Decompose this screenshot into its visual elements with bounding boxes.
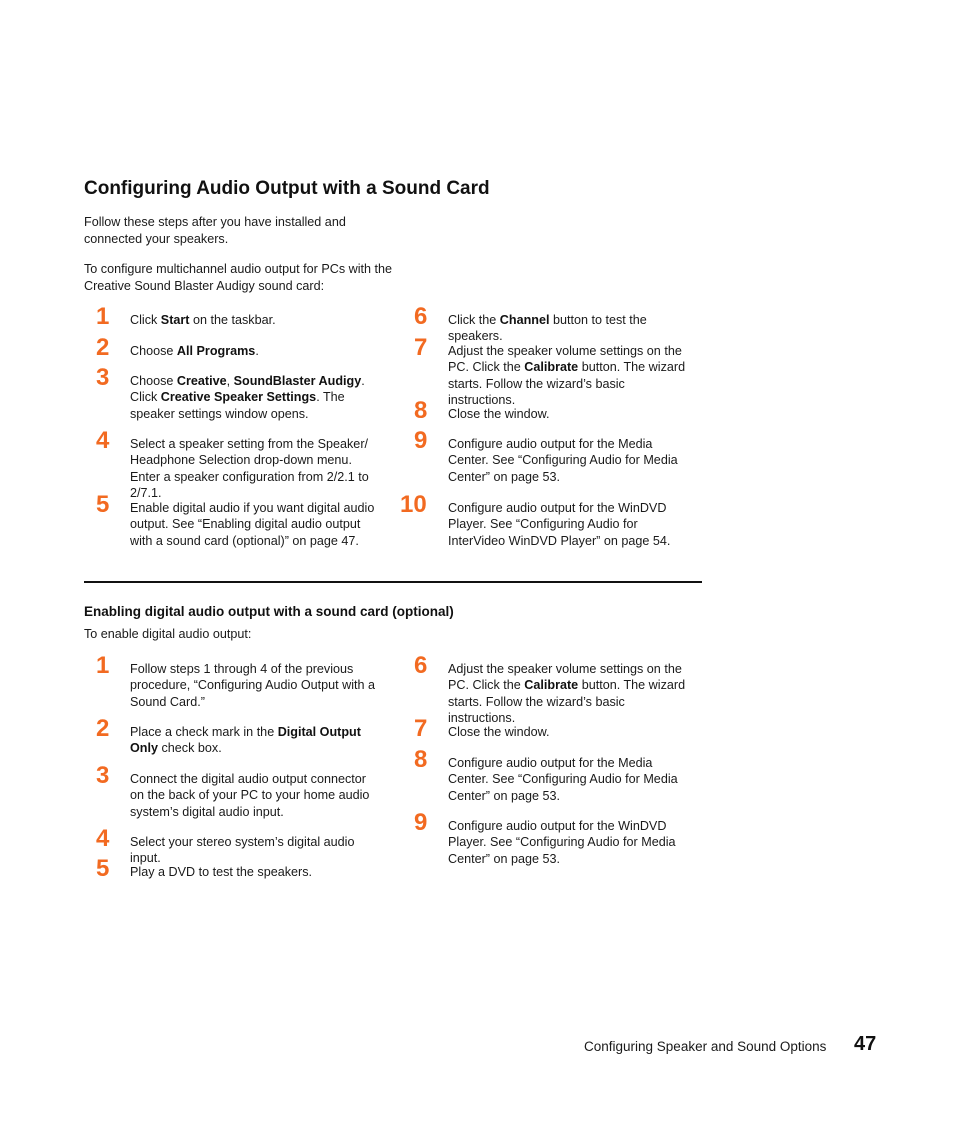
step-number: 9 (414, 809, 428, 836)
step-number: 8 (414, 746, 428, 773)
intro-paragraph: Follow these steps after you have installed and connected your speakers. (84, 215, 346, 246)
step-number: 2 (96, 715, 110, 742)
step-number: 5 (96, 855, 110, 882)
step-item (96, 427, 376, 502)
step-number: 2 (96, 334, 110, 361)
step-item (96, 334, 376, 361)
step-number: 5 (96, 491, 110, 518)
step-number: 4 (96, 427, 110, 454)
step-number: 9 (414, 427, 428, 454)
step-item (414, 334, 694, 409)
step-number: 10 (400, 491, 427, 518)
step-item (96, 855, 376, 882)
step-number: 7 (414, 715, 428, 742)
step-text: Choose All Programs. (130, 344, 259, 358)
step-number: 6 (414, 303, 428, 330)
step-item (414, 652, 694, 727)
step-text: Enable digital audio if you want digital audio output. See “Enabling digital audio output with a sound card (optional)” on page 47. (130, 501, 375, 548)
step-text: Place a check mark in the Digital Output Only check box. (130, 725, 361, 756)
step-text: Click Start on the taskbar. (130, 313, 276, 327)
step-item (96, 364, 376, 422)
section-subheading: Enabling digital audio output with a sound card (optional) (84, 604, 454, 619)
step-item (414, 809, 694, 867)
step-text: Configure audio output for the Media Center. See “Configuring Audio for Media Center” on page 53. (448, 756, 678, 803)
step-item (414, 427, 694, 485)
step-text: Click the Channel button to test the speakers. (448, 313, 647, 344)
step-item (96, 491, 376, 549)
step-number: 3 (96, 762, 110, 789)
step-item (414, 397, 694, 424)
step-item (96, 303, 376, 330)
step-number: 4 (96, 825, 110, 852)
section-divider (84, 581, 702, 583)
step-text: Configure audio output for the WinDVD Player. See “Configuring Audio for Media Center” on page 53. (448, 819, 676, 866)
step-number: 3 (96, 364, 110, 391)
step-text: Connect the digital audio output connector on the back of your PC to your home audio system’s digital audio input. (130, 772, 370, 819)
page-title: Configuring Audio Output with a Sound Card (84, 178, 490, 199)
step-number: 8 (414, 397, 428, 424)
step-text: Follow steps 1 through 4 of the previous procedure, “Configuring Audio Output with a Sound Card.” (130, 662, 376, 709)
footer-chapter-title: Configuring Speaker and Sound Options (584, 1039, 827, 1054)
step-text: Adjust the speaker volume settings on the PC. Click the Calibrate button. The wizard starts. Follow the wizard’s basic instructions. (448, 344, 686, 408)
step-number: 1 (96, 303, 110, 330)
step-number: 6 (414, 652, 428, 679)
step-text: Close the window. (448, 725, 550, 739)
step-text: Adjust the speaker volume settings on the PC. Click the Calibrate button. The wizard starts. Follow the wizard’s basic instructions. (448, 662, 686, 726)
step-number: 7 (414, 334, 428, 361)
step-item (96, 652, 376, 710)
step-item (414, 715, 694, 742)
step-item (96, 715, 376, 757)
step-text: Configure audio output for the Media Center. See “Configuring Audio for Media Center” on page 53. (448, 437, 678, 484)
step-text: Play a DVD to test the speakers. (130, 865, 312, 879)
step-text: Select your stereo system’s digital audio input. (130, 835, 355, 866)
step-item (414, 303, 694, 345)
page-number: 47 (854, 1033, 877, 1055)
step-text: Choose Creative, SoundBlaster Audigy. Click Creative Speaker Settings. The speaker settings window opens. (130, 374, 365, 421)
intro-paragraph-3: To enable digital audio output: (84, 627, 252, 641)
step-item (96, 762, 376, 820)
step-number: 1 (96, 652, 110, 679)
step-text: Select a speaker setting from the Speaker/ Headphone Selection drop-down menu. Enter a speaker configuration from 2/2.1 to 2/7.1. (130, 437, 369, 501)
step-text: Close the window. (448, 407, 550, 421)
intro-paragraph-2: To configure multichannel audio output for PCs with the Creative Sound Blaster Audigy sound card: (84, 262, 393, 293)
step-item (96, 825, 376, 867)
step-text: Configure audio output for the WinDVD Player. See “Configuring Audio for InterVideo WinDVD Player” on page 54. (448, 501, 671, 548)
step-item (414, 746, 694, 804)
step-item (400, 491, 694, 549)
